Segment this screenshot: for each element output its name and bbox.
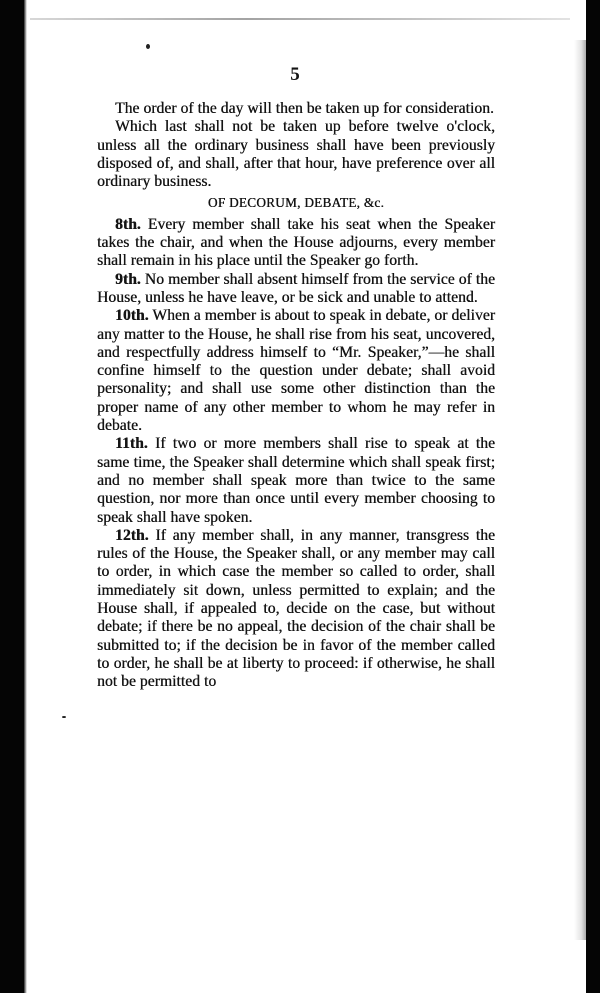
rule-text: If any member shall, in any manner, transgress the rules of the House, the Speaker shall, or any member may call to order, in which case the member so called to order, shall immediately sit down, unless permitted to explain; and the House shall, if appealed to, decide on the case, but without debate; if there be no appeal, the decision of the chair shall be submitted to; if the decision be in favor of the member called to order, he shall be at liberty to proceed: if otherwise, he shall not be permitted to xyxy=(97,526,495,691)
rule-text: No member shall absent himself from the service of the House, unless he have leave, or be sick and unable to attend. xyxy=(97,270,495,306)
rule-11 xyxy=(97,435,495,526)
paragraph: The order of the day will then be taken up for consideration. xyxy=(115,100,494,117)
paragraph: Which last shall not be taken up before twelve o'clock, unless all the ordinary business shall have been previously disposed of, and shall, after that hour, have preference over all ordinary business. xyxy=(97,118,495,191)
rule-12 xyxy=(97,527,495,692)
rule-9 xyxy=(97,271,495,308)
rule-number: 8th. xyxy=(115,215,141,233)
rule-10 xyxy=(97,307,495,435)
scan-border-left xyxy=(0,0,24,993)
rule-number: 12th. xyxy=(115,526,149,544)
scan-border-right xyxy=(586,0,600,993)
ink-speck xyxy=(146,44,150,49)
rule-text: Every member shall take his seat when the Speaker takes the chair, and when the House adjourns, every member shall remain in his place until the Speaker go forth. xyxy=(97,215,495,270)
rule-8 xyxy=(97,216,495,271)
page-top-edge xyxy=(30,18,570,20)
section-heading: OF DECORUM, DEBATE, &c. xyxy=(207,195,385,211)
rule-number: 9th. xyxy=(115,270,141,288)
ink-speck xyxy=(62,716,66,718)
rule-text: When a member is about to speak in debate, or deliver any matter to the House, he shall rise from his seat, uncovered, and respectfully address himself to “Mr. Speaker,”—he shall confine himself to the question under debate; shall avoid personality; and shall use some other distinction than the proper name of any other member to whom he may refer in debate. xyxy=(97,307,495,435)
rule-number: 10th. xyxy=(115,307,149,325)
page-gutter-shadow xyxy=(574,40,586,940)
page-body xyxy=(97,100,495,692)
page-number: 5 xyxy=(290,64,300,85)
rule-text: If two or more members shall rise to speak at the same time, the Speaker shall determine which shall speak first; and no member shall speak more than twice to the same question, nor more than once until every member choosing to speak shall have spoken. xyxy=(97,435,496,526)
rule-number: 11th. xyxy=(115,435,148,453)
